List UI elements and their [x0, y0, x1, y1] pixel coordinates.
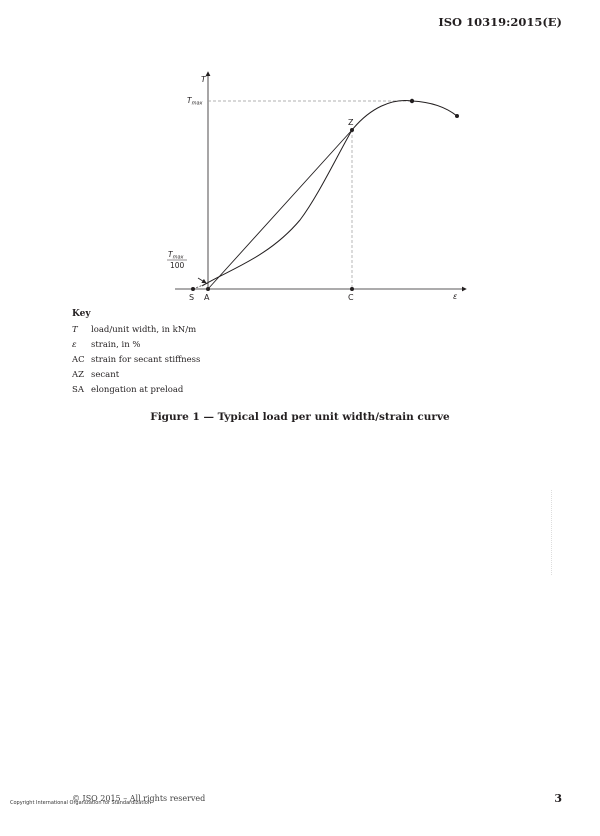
key-text: strain for secant stiffness: [91, 355, 201, 365]
page-edge-mark: [551, 490, 553, 575]
figure-caption: Figure 1 — Typical load per unit width/strain curve: [150, 411, 450, 423]
key-item: [72, 353, 200, 368]
fraction-numerator: [168, 250, 184, 261]
copyright-notice: © ISO 2015 – All rights reserved: [72, 794, 206, 803]
page-number: 3: [554, 792, 562, 805]
label-a: A: [204, 293, 210, 302]
key-text: secant: [91, 370, 120, 380]
point-z: [350, 128, 354, 132]
label-s: S: [189, 293, 195, 302]
curve-end-point: [455, 114, 459, 118]
tmax-label: [187, 96, 203, 107]
label-c: C: [348, 293, 354, 302]
figure-key: [72, 307, 200, 398]
tmax-symbol: T: [187, 96, 192, 105]
fraction-subscript: max: [172, 254, 184, 261]
y-axis-label: T: [201, 75, 206, 84]
load-strain-figure: [0, 0, 600, 310]
point-tmax: [410, 99, 414, 103]
x-axis-label: ε: [453, 292, 458, 301]
fraction-symbol: T: [168, 250, 173, 259]
key-title: Key: [72, 309, 91, 319]
key-symbol: AC: [72, 355, 85, 365]
key-item: [72, 383, 200, 398]
key-text: elongation at preload: [91, 385, 184, 395]
key-symbol: T: [72, 325, 78, 335]
key-item: [72, 368, 200, 383]
preload-pointer: [198, 278, 206, 283]
secant-line: [208, 130, 352, 289]
label-z: Z: [348, 118, 354, 127]
key-text: strain, in %: [91, 340, 141, 350]
point-s: [191, 287, 195, 291]
key-symbol: ε: [72, 340, 77, 350]
load-strain-curve: [202, 100, 457, 286]
tmax-subscript: max: [191, 100, 203, 107]
key-symbol: AZ: [72, 370, 85, 380]
copyright-watermark: Copyright International Organization for Standardization: [10, 800, 151, 806]
key-item: [72, 323, 200, 338]
point-c: [350, 287, 354, 291]
point-a: [206, 287, 210, 291]
fraction-denominator: 100: [170, 261, 185, 270]
key-symbol: SA: [72, 385, 84, 395]
key-text: load/unit width, in kN/m: [91, 325, 197, 335]
key-item: [72, 338, 200, 353]
standard-id: ISO 10319:2015(E): [438, 15, 562, 29]
